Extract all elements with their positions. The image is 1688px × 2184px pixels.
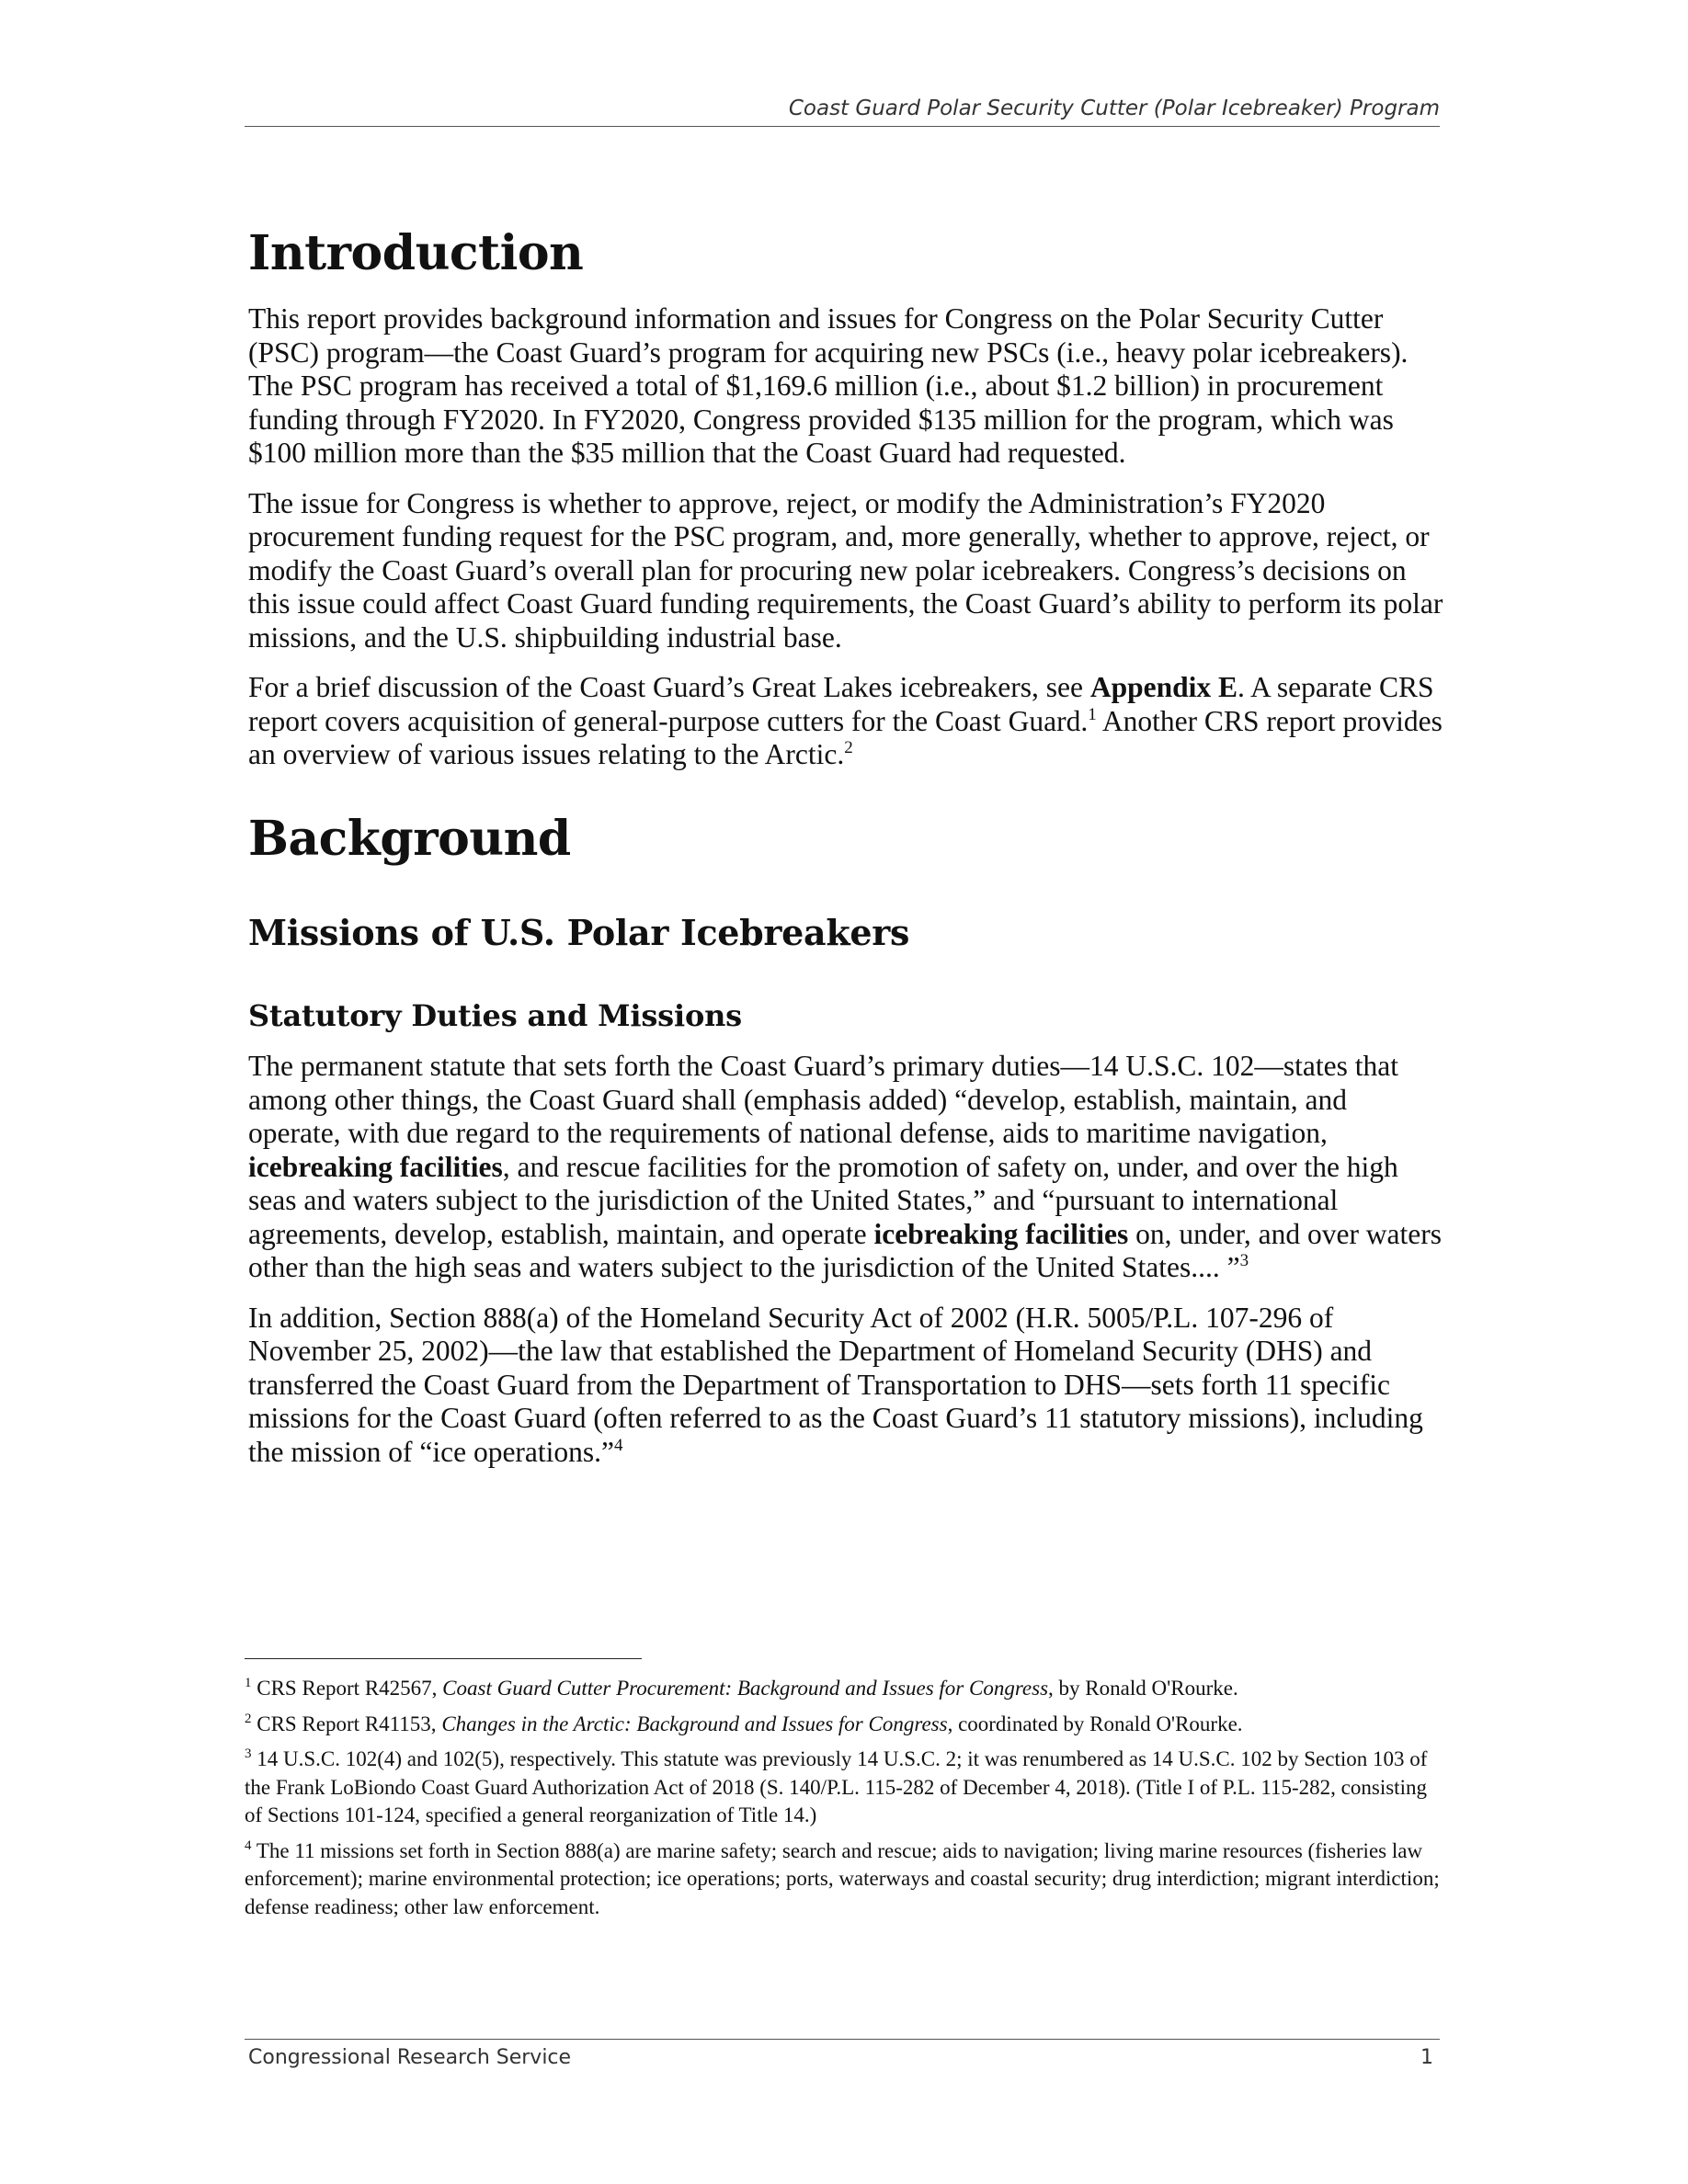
introduction-heading: Introduction (248, 225, 584, 281)
appendix-e-reference: Appendix E (1089, 671, 1238, 704)
page-body (248, 225, 1443, 1469)
footnote-2 (245, 1711, 1440, 1739)
header-rule (245, 126, 1440, 127)
footnote-number: 1 (245, 1676, 252, 1690)
footer-rule (245, 2039, 1440, 2040)
intro-p3-text-d: Another CRS report provides an overview of various issues relating to the Arctic. (248, 704, 1443, 771)
footnote-number: 2 (245, 1711, 252, 1726)
page-number: 1 (1420, 2046, 1433, 2069)
statutory-p1-text-e: on, under, and over waters other than the high seas and waters subject to the jurisdiction of the United States.... ” (248, 1217, 1443, 1284)
footnote-text: , by Ronald O'Rourke. (1048, 1677, 1238, 1700)
footnote-ref-2: 2 (844, 738, 853, 758)
footnote-ref-4: 4 (614, 1435, 623, 1455)
intro-paragraph-1: This report provides background information and issues for Congress on the Polar Security Cutter (PSC) program—the Coast Guard’s program for acquiring new PSCs (i.e., heavy polar icebreakers). The PSC program has received a total of $1,169.6 million (i.e., about $1.2 billion) in procurement funding through FY2020. In FY2020, Congress provided $135 million for the program, which was $100 million more than the $35 million that the Coast Guard had requested. (248, 302, 1409, 470)
intro-p3-text-a: For a brief discussion of the Coast Guard’s Great Lakes icebreakers, see (248, 671, 1090, 704)
statutory-p1-text-a: The permanent statute that sets forth the Coast Guard’s primary duties—14 U.S.C. 102—states that among other things, the Coast Guard shall (emphasis added) “develop, establish, maintain, and operate, with due regard to the requirements of national defense, aids to maritime navigation, (248, 1050, 1399, 1150)
emphasis-icebreaking-facilities: icebreaking facilities (873, 1217, 1129, 1250)
footnote-text: CRS Report R42567, (251, 1677, 443, 1700)
footnote-report-title: Changes in the Arctic: Background and Issues for Congress (441, 1712, 948, 1735)
footnote-text: CRS Report R41153, (251, 1712, 442, 1735)
footnote-4 (245, 1837, 1440, 1922)
footer-publisher: Congressional Research Service (248, 2046, 572, 2069)
intro-p3-text-c: . A separate CRS report covers acquisition of general-purpose cutters for the Coast Guard. (248, 671, 1434, 737)
background-heading: Background (248, 810, 571, 867)
footnotes (245, 1675, 1440, 1928)
footnote-ref-1: 1 (1088, 704, 1097, 724)
footnote-1 (245, 1675, 1440, 1703)
running-header: Coast Guard Polar Security Cutter (Polar Icebreaker) Program (788, 97, 1440, 120)
intro-paragraph-3 (248, 671, 1443, 772)
footnote-ref-3: 3 (1239, 1251, 1249, 1271)
footnote-text: , coordinated by Ronald O'Rourke. (947, 1712, 1243, 1735)
intro-paragraph-2: The issue for Congress is whether to approve, reject, or modify the Administration’s FY2020 procurement funding request for the PSC program, and, more generally, whether to approve, reject, or modify the Coast Guard’s overall plan for procuring new polar icebreakers. Congress’s decisions on this issue could affect Coast Guard funding requirements, the Coast Guard’s ability to perform its polar missions, and the U.S. shipbuilding industrial base. (248, 486, 1443, 654)
statutory-p2-text: In addition, Section 888(a) of the Homeland Security Act of 2002 (H.R. 5005/P.L. 107-296 of November 25, 2002)—the law that established the Department of Homeland Security (DHS) and transferred the Coast Guard from the Department of Transportation to DHS—sets forth 11 specific missions for the Coast Guard (often referred to as the Coast Guard’s 11 statutory missions), including the mission of “ice operations.” (248, 1301, 1423, 1468)
footnote-text: 14 U.S.C. 102(4) and 102(5), respectively. This statute was previously 14 U.S.C. 2; it was renumbered as 14 U.S.C. 102 by Section 103 of the Frank LoBiondo Coast Guard Authorization Act of 2018 (S. 140/P.L. 115-282 of December 4, 2018). (Title I of P.L. 115-282, consisting of Sections 101-124, specified a general reorganization of Title 14.) (245, 1747, 1428, 1826)
footnote-report-title: Coast Guard Cutter Procurement: Background and Issues for Congress (442, 1677, 1049, 1700)
footnote-separator (245, 1658, 642, 1659)
statutory-duties-heading: Statutory Duties and Missions (248, 997, 742, 1033)
statutory-paragraph-2 (248, 1302, 1443, 1470)
footnote-number: 3 (245, 1746, 252, 1761)
missions-heading: Missions of U.S. Polar Icebreakers (248, 912, 910, 954)
footnote-text: The 11 missions set forth in Section 888(a) are marine safety; search and rescue; aids to navigation; living marine resources (fisheries law enforcement); marine environmental protection; ice operations; ports, waterways and coastal security; drug interdiction; migrant interdiction; defense readiness; other law enforcement. (245, 1838, 1440, 1918)
footnote-number: 4 (245, 1837, 252, 1853)
statutory-paragraph-1 (248, 1050, 1443, 1285)
footnote-3 (245, 1746, 1440, 1830)
statutory-p1-text-c: , and rescue facilities for the promotion of safety on, under, and over the high seas and waters subject to the jurisdiction of the United States,” and “pursuant to international agreements, develop, establish, maintain, and operate (248, 1150, 1398, 1250)
emphasis-icebreaking-facilities: icebreaking facilities (248, 1150, 503, 1183)
